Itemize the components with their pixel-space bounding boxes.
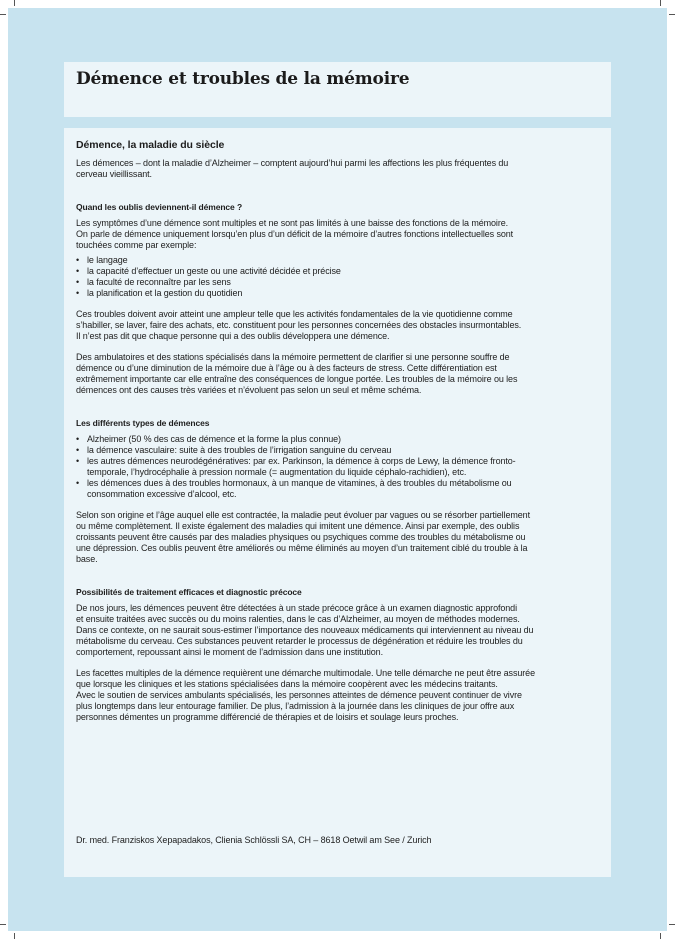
intro-paragraph: Les démences – dont la maladie d’Alzheimer – comptent aujourd’hui parmi les affections les plus fréquentes du cerveau vieillissant. [76,158,509,179]
author-footer: Dr. med. Franziskos Xepapadakos, Clienia Schlössli SA, CH – 8618 Oetwil am See / Zurich [76,835,432,845]
list-item: • la démence vasculaire: suite à des troubles de l’irrigation sanguine du cerveau [76,445,599,456]
crop-mark [0,14,6,15]
main-heading: Démence, la maladie du siècle [76,139,225,151]
paragraph: Des ambulatoires et des stations spécialisés dans la mémoire permettent de clarifier si une personne souffre de démence ou d’une diminution de la mémoire due à l’âge ou à des facteurs de stress. Cette différentiation est extrêmement importante car elle entraîne des conséquences de longue portée. Les troubles de la mémoire ou les démences ont des causes très variées et n’évoluent pas selon un seul et même schéma. [76,352,518,395]
paragraph: De nos jours, les démences peuvent être détectées à un stade précoce grâce à un examen diagnostic approfondi et ensuite traitées avec succès ou du moins ralenties, dans le cas d’Alzheimer, au moyen de méthodes modernes. Dans ce contexte, on ne saurait sous-estimer l’importance des nouveaux médicaments qui interviennent au niveau du métabolisme du cerveau. Ces substances peuvent retarder le processus de dégénération et réduire les troubles du comportement, repoussant ainsi le moment de l’admission dans une institution. [76,603,534,657]
bullet-list [76,434,599,500]
paragraph: Selon son origine et l’âge auquel elle est contractée, la maladie peut évoluer par vagues ou se résorber partiellement ou même complètement. Il existe également des maladies qui imitent une démence. Ainsi par exemple, des oublis croissants peuvent être causés par des maladies physiques ou psychiques comme des troubles du métabolisme ou une dépression. Ces oublis peuvent être améliorés ou même éliminés au moyen d’un traitement ciblé du trouble à la base. [76,510,530,564]
section-heading-traitement: Possibilités de traitement efficaces et diagnostic précoce [76,587,302,597]
content-panel [64,128,611,877]
list-item: • les autres démences neurodégénératives: par ex. Parkinson, la démence à corps de Lewy, la démence fronto- temporale, l’hydrocéphalie à pression normale (= augmentation du liquide céphalo-rachidien), etc. [76,456,599,478]
bullet-list [76,255,599,299]
list-item: • la faculté de reconnaître par les sens [76,277,599,288]
crop-mark [14,933,15,939]
list-item: • les démences dues à des troubles hormonaux, à un manque de vitamines, à des troubles du métabolisme ou consommation excessive d’alcool, etc. [76,478,599,500]
crop-mark [669,924,675,925]
crop-mark [14,0,15,6]
paragraph: Ces troubles doivent avoir atteint une ampleur telle que les activités fondamentales de la vie quotidienne comme s’habiller, se laver, faire des achats, etc. constituent pour les personnes concernées des obstacles insurmontables. Il n’est pas dit que chaque personne qui a des oublis développera une démence. [76,309,522,341]
list-item: • Alzheimer (50 % des cas de démence et la forme la plus connue) [76,434,599,445]
title-panel [64,62,611,117]
section-heading-oublis: Quand les oublis deviennent-il démence ? [76,202,243,212]
page-title: Démence et troubles de la mémoire [76,69,410,89]
paragraph: Les facettes multiples de la démence requièrent une démarche multimodale. Une telle démarche ne peut être assurée que lorsque les cliniques et les stations spécialisées dans la mémoire coopèrent avec les médecins traitants. Avec le soutien de services ambulants spécialisés, les personnes atteintes de démence peuvent continuer de vivre plus longtemps dans leur entourage familier. De plus, l’admission à la journée dans les cliniques de jour offre aux personnes démentes un programme différencié de thérapies et de loisirs et soulage leurs proches. [76,668,535,722]
crop-mark [660,0,661,6]
paragraph: Les symptômes d’une démence sont multiples et ne sont pas limités à une baisse des fonctions de la mémoire. On parle de démence uniquement lorsqu’en plus d’un déficit de la mémoire d’autres fonctions intellectuelles sont touchées comme par exemple: [76,218,514,250]
crop-mark [0,924,6,925]
list-item: • le langage [76,255,599,266]
list-item: • la capacité d’effectuer un geste ou une activité décidée et précise [76,266,599,277]
section-heading-types: Les différents types de démences [76,418,210,428]
crop-mark [669,14,675,15]
list-item: • la planification et la gestion du quotidien [76,288,599,299]
crop-mark [660,933,661,939]
